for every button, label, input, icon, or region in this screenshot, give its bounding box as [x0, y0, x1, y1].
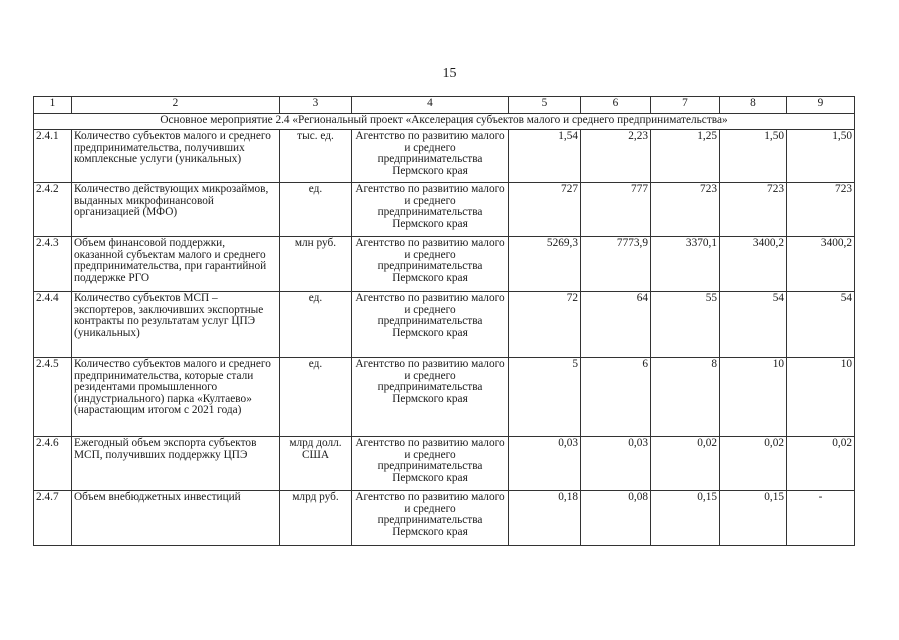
column-header: 8	[720, 97, 787, 114]
value-cell: 0,15	[651, 491, 720, 546]
executor: Агентство по развитию малого и среднего предпринимательства Пермского края	[352, 292, 509, 358]
column-header: 3	[280, 97, 352, 114]
value-cell: 1,50	[720, 130, 787, 183]
table-row	[34, 183, 855, 237]
value-cell: 723	[787, 183, 855, 237]
value-cell: 10	[720, 358, 787, 437]
table-row	[34, 437, 855, 491]
table-row	[34, 358, 855, 437]
column-number-row	[34, 97, 855, 114]
value-cell: 0,02	[787, 437, 855, 491]
value-cell: 54	[720, 292, 787, 358]
value-cell: 7773,9	[581, 237, 651, 292]
value-cell: 5	[509, 358, 581, 437]
indicators-table	[33, 96, 855, 546]
value-cell: 6	[581, 358, 651, 437]
value-cell: 0,02	[651, 437, 720, 491]
table-row	[34, 292, 855, 358]
unit: ед.	[280, 183, 352, 237]
unit: млрд руб.	[280, 491, 352, 546]
unit: млн руб.	[280, 237, 352, 292]
column-header: 9	[787, 97, 855, 114]
executor: Агентство по развитию малого и среднего предпринимательства Пермского края	[352, 130, 509, 183]
value-cell: 723	[720, 183, 787, 237]
value-cell: 0,08	[581, 491, 651, 546]
value-cell: 55	[651, 292, 720, 358]
value-cell: 5269,3	[509, 237, 581, 292]
value-cell: 3370,1	[651, 237, 720, 292]
value-cell: 727	[509, 183, 581, 237]
unit: млрд долл. США	[280, 437, 352, 491]
value-cell: 0,03	[509, 437, 581, 491]
row-number: 2.4.5	[34, 358, 72, 437]
indicator-name: Ежегодный объем экспорта субъектов МСП, получивших поддержку ЦПЭ	[72, 437, 280, 491]
indicator-name: Объем финансовой поддержки, оказанной субъектам малого и среднего предпринимательства, при гарантийной поддержке РГО	[72, 237, 280, 292]
column-header: 2	[72, 97, 280, 114]
row-number: 2.4.3	[34, 237, 72, 292]
value-cell: -	[787, 491, 855, 546]
executor: Агентство по развитию малого и среднего предпринимательства Пермского края	[352, 237, 509, 292]
value-cell: 54	[787, 292, 855, 358]
value-cell: 0,03	[581, 437, 651, 491]
table-row	[34, 491, 855, 546]
row-number: 2.4.2	[34, 183, 72, 237]
page-number: 15	[442, 66, 457, 81]
column-header: 4	[352, 97, 509, 114]
unit: ед.	[280, 292, 352, 358]
column-header: 7	[651, 97, 720, 114]
value-cell: 0,02	[720, 437, 787, 491]
unit: ед.	[280, 358, 352, 437]
section-row	[34, 114, 855, 130]
column-header: 5	[509, 97, 581, 114]
indicator-name: Количество субъектов малого и среднего предпринимательства, получивших комплексные услуги (уникальных)	[72, 130, 280, 183]
unit: тыс. ед.	[280, 130, 352, 183]
value-cell: 1,25	[651, 130, 720, 183]
indicator-name: Объем внебюджетных инвестиций	[72, 491, 280, 546]
value-cell: 0,15	[720, 491, 787, 546]
value-cell: 1,50	[787, 130, 855, 183]
column-header: 6	[581, 97, 651, 114]
value-cell: 2,23	[581, 130, 651, 183]
value-cell: 723	[651, 183, 720, 237]
executor: Агентство по развитию малого и среднего предпринимательства Пермского края	[352, 491, 509, 546]
row-number: 2.4.6	[34, 437, 72, 491]
indicator-name: Количество действующих микрозаймов, выданных микрофинансовой организацией (МФО)	[72, 183, 280, 237]
value-cell: 3400,2	[787, 237, 855, 292]
row-number: 2.4.7	[34, 491, 72, 546]
table-row	[34, 237, 855, 292]
executor: Агентство по развитию малого и среднего предпринимательства Пермского края	[352, 358, 509, 437]
section-title: Основное мероприятие 2.4 «Региональный проект «Акселерация субъектов малого и среднего предпринимательства»	[34, 114, 855, 130]
table-row	[34, 130, 855, 183]
value-cell: 64	[581, 292, 651, 358]
indicator-name: Количество субъектов малого и среднего предпринимательства, которые стали резидентами промышленного (индустриального) парка «Култаево» (нарастающим итогом с 2021 года)	[72, 358, 280, 437]
value-cell: 777	[581, 183, 651, 237]
value-cell: 0,18	[509, 491, 581, 546]
value-cell: 72	[509, 292, 581, 358]
row-number: 2.4.4	[34, 292, 72, 358]
value-cell: 3400,2	[720, 237, 787, 292]
value-cell: 1,54	[509, 130, 581, 183]
indicator-name: Количество субъектов МСП – экспортеров, заключивших экспортные контракты по результатам услуг ЦПЭ (уникальных)	[72, 292, 280, 358]
executor: Агентство по развитию малого и среднего предпринимательства Пермского края	[352, 437, 509, 491]
value-cell: 8	[651, 358, 720, 437]
value-cell: 10	[787, 358, 855, 437]
executor: Агентство по развитию малого и среднего предпринимательства Пермского края	[352, 183, 509, 237]
row-number: 2.4.1	[34, 130, 72, 183]
column-header: 1	[34, 97, 72, 114]
